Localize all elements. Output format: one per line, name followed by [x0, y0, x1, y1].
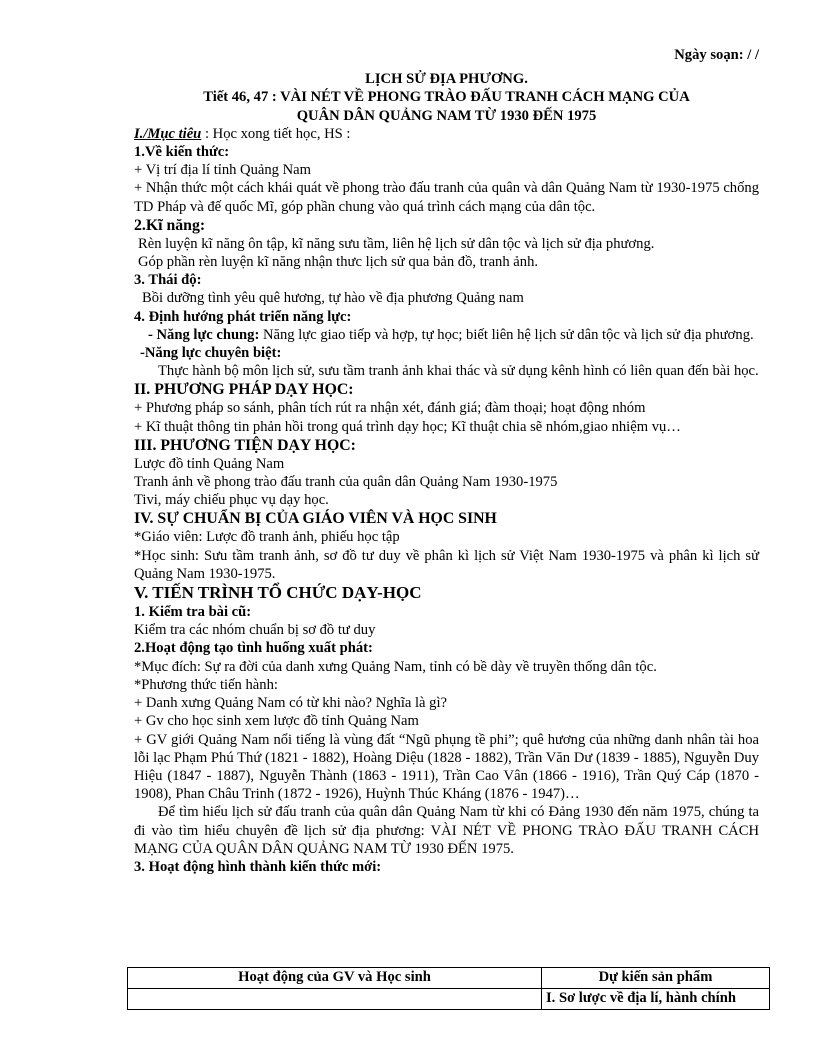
check-heading: 1. Kiểm tra bài cũ: [134, 604, 252, 621]
materials-item-1: Lược đồ tỉnh Quảng Nam [134, 455, 285, 472]
situation-purpose: *Mục đích: Sự ra đời của danh xưng Quảng Nam, tỉnh có bề dày về truyền thống dân tộc. [134, 658, 657, 675]
table-header-activity: Hoạt động của GV và Học sinh [128, 968, 542, 989]
objectives-rest: : Học xong tiết học, HS : [201, 125, 351, 142]
knowledge-heading: 1.Về kiến thức: [134, 144, 230, 161]
attitude-item-1: Bồi dưỡng tình yêu quê hương, tự hào về địa phương Quảng nam [142, 290, 524, 307]
table-cell-product: I. Sơ lược về địa lí, hành chính [541, 989, 769, 1010]
preparation-heading: IV. SỰ CHUẨN BỊ CỦA GIÁO VIÊN VÀ HỌC SINH [134, 510, 497, 528]
table-row [128, 968, 770, 989]
skill-item-1: Rèn luyện kĩ năng ôn tập, kĩ năng sưu tầm, liên hệ lịch sử dân tộc và lịch sử địa phương. [138, 235, 655, 252]
activity-table [127, 967, 770, 1010]
lesson-title-line2: QUÂN DÂN QUẢNG NAM TỪ 1930 ĐẾN 1975 [296, 107, 597, 124]
skill-item-2: Góp phần rèn luyện kĩ năng nhận thưc lịch sử qua bản đồ, tranh ảnh. [138, 254, 539, 271]
situation-question-3: + GV giới Quảng Nam nổi tiếng là vùng đất “Ngũ phụng tề phi”; quê hương của những danh nhân tài hoa lỗi lạc Phạm Phú Thứ (1821 - 1882), Hoàng Diệu (1828 - 1882), Trần Văn Dư (1839 - 1885), Nguyễn Duy Hiệu (1847 - 1887), Nguyễn Thành (1863 - 1911), Trần Cao Vân (1866 - 1916), Trần Quý Cáp (1870 - 1908), Phan Châu Trinh (1872 - 1926), Huỳnh Thúc Kháng (1876 - 1947)… [134, 731, 759, 803]
methods-item-2: + Kĩ thuật thông tin phản hồi trong quá trình dạy học; Kĩ thuật chia sẽ nhóm,giao nhiệm vụ… [134, 418, 681, 435]
lesson-title-line1: Tiết 46, 47 : VÀI NÉT VỀ PHONG TRÀO ĐẤU TRANH CÁCH MẠNG CỦA [203, 89, 690, 106]
subject-title: LỊCH SỬ ĐỊA PHƯƠNG. [365, 71, 528, 88]
situation-question-1: + Danh xưng Quảng Nam có từ khi nào? Nghĩa là gì? [134, 695, 448, 712]
materials-heading: III. PHƯƠNG TIỆN DẠY HỌC: [134, 436, 356, 454]
procedure-heading: V. TIẾN TRÌNH TỔ CHỨC DẠY-HỌC [134, 583, 422, 603]
competence-general-label: - Năng lực chung: [148, 326, 260, 343]
situation-intro: Để tìm hiểu lịch sử đấu tranh của quân dân Quảng Nam từ khi có Đảng 1930 đến năm 1975, chúng ta đi vào tìm hiểu chuyên đề lịch sử địa phương: VÀI NÉT VỀ PHONG TRÀO ĐẤU TRANH CÁCH MẠNG CỦA QUÂN DÂN QUẢNG NAM TỪ 1930 ĐẾN 1975. [134, 804, 759, 857]
materials-item-2: Tranh ảnh về phong trào đấu tranh của quân dân Quảng Nam 1930-1975 [134, 474, 558, 491]
situation-method: *Phương thức tiến hành: [134, 676, 278, 693]
skill-heading: 2.Kĩ năng: [134, 216, 206, 234]
objectives-heading [134, 125, 759, 143]
preparation-teacher: *Giáo viên: Lược đồ tranh ảnh, phiếu học tập [134, 529, 400, 546]
competence-special-heading: -Năng lực chuyên biệt: [140, 345, 282, 362]
knowledge-item-1: + Vị trí địa lí tỉnh Quảng Nam [134, 162, 311, 179]
objectives-label: I./Mục tiêu [134, 125, 202, 142]
situation-heading: 2.Hoạt động tạo tình huống xuất phát: [134, 640, 373, 657]
competence-general [134, 326, 759, 344]
table-row [128, 989, 770, 1010]
new-knowledge-heading: 3. Hoạt động hình thành kiến thức mới: [134, 858, 382, 875]
competence-general-text: Năng lực giao tiếp và hợp, tự học; biết liên hệ lịch sử dân tộc và lịch sử địa phương. [259, 326, 754, 343]
situation-question-2: + Gv cho học sinh xem lược đồ tỉnh Quảng Nam [134, 713, 419, 730]
check-item-1: Kiểm tra các nhóm chuẩn bị sơ đồ tư duy [134, 622, 376, 639]
document-page [134, 40, 759, 876]
knowledge-item-2: + Nhận thức một cách khái quát về phong trào đấu tranh của quân và dân Quảng Nam từ 1930-1975 chống TD Pháp và đế quốc Mĩ, góp phần chung vào quá trình cách mạng của dân tộc. [134, 180, 759, 215]
competence-heading: 4. Định hướng phát triển năng lực: [134, 308, 352, 325]
attitude-heading: 3. Thái độ: [134, 272, 202, 289]
table-cell-activity [128, 989, 542, 1010]
methods-heading: II. PHƯƠNG PHÁP DẠY HỌC: [134, 381, 354, 399]
materials-item-3: Tivi, máy chiếu phục vụ dạy học. [134, 492, 329, 509]
competence-special-text: Thực hành bộ môn lịch sử, sưu tầm tranh ảnh khai thác và sử dụng kênh hình có liên quan đến bài học. [158, 363, 759, 380]
table-header-product: Dự kiến sản phẩm [541, 968, 769, 989]
date-label: Ngày soạn: / / [674, 47, 759, 63]
methods-item-1: + Phương pháp so sánh, phân tích rút ra nhận xét, đánh giá; đàm thoại; hoạt động nhóm [134, 400, 646, 417]
preparation-student: *Học sinh: Sưu tầm tranh ảnh, sơ đồ tư duy về phân kì lịch sử Việt Nam 1930-1975 và phân kì lịch sử Quảng Nam 1930-1975. [134, 547, 759, 582]
